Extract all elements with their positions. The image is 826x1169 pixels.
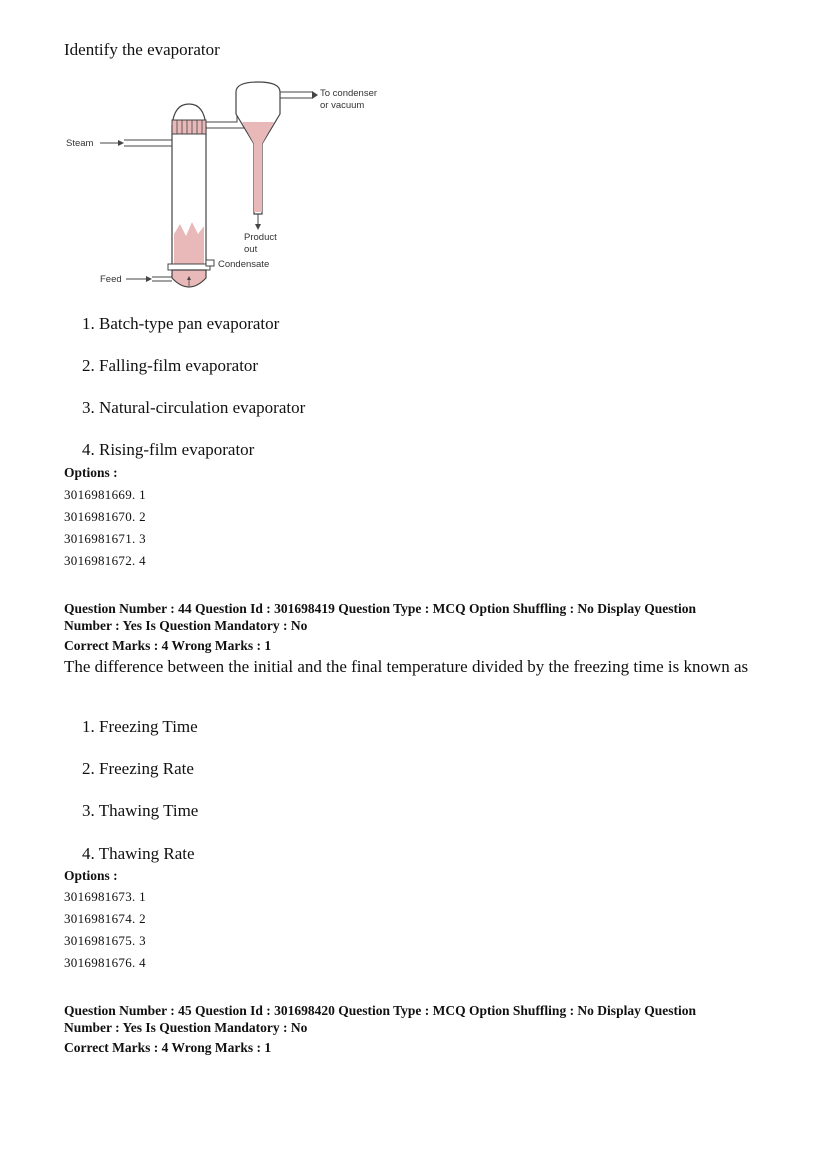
label-product-1: Product bbox=[244, 232, 277, 243]
q43-choice-4: 4. Rising-film evaporator bbox=[82, 440, 255, 459]
q45-meta bbox=[64, 1002, 784, 1036]
steam-inlet-pipe bbox=[124, 140, 172, 146]
label-condensate: Condensate bbox=[218, 259, 270, 270]
condensate-outlet bbox=[206, 260, 214, 266]
q43-options-label: Options : bbox=[64, 465, 118, 480]
evaporator-diagram bbox=[62, 74, 392, 296]
q44-option-id-3: 3016981675. 3 bbox=[64, 933, 146, 948]
q44-choice-2: 2. Freezing Rate bbox=[82, 759, 194, 778]
label-steam: Steam bbox=[66, 138, 94, 149]
q44-meta-line-1: Question Number : 44 Question Id : 301698419 Question Type : MCQ Option Shuffling : No Display Question bbox=[64, 601, 696, 616]
label-product-2: out bbox=[244, 244, 258, 255]
q43-option-id-3: 3016981671. 3 bbox=[64, 531, 146, 546]
q44-stem: The difference between the initial and the final temperature divided by the freezing time is known as bbox=[64, 657, 749, 676]
q43-choice-2: 2. Falling-film evaporator bbox=[82, 356, 259, 375]
q44-option-id-1: 3016981673. 1 bbox=[64, 889, 146, 904]
q43-option-id-1: 3016981669. 1 bbox=[64, 487, 146, 502]
q44-choice-3: 3. Thawing Time bbox=[82, 801, 199, 820]
separator-liquid bbox=[242, 122, 274, 212]
q45-meta-line-1: Question Number : 45 Question Id : 301698420 Question Type : MCQ Option Shuffling : No Display Question bbox=[64, 1003, 696, 1018]
q43-choice-3: 3. Natural-circulation evaporator bbox=[82, 398, 306, 417]
q45-meta-line-2: Number : Yes Is Question Mandatory : No bbox=[64, 1020, 308, 1035]
q44-options-label: Options : bbox=[64, 868, 118, 883]
label-feed: Feed bbox=[100, 274, 122, 285]
q44-choice-1: 1. Freezing Time bbox=[82, 717, 198, 736]
q43-choice-1: 1. Batch-type pan evaporator bbox=[82, 314, 280, 333]
q44-meta-line-2: Number : Yes Is Question Mandatory : No bbox=[64, 618, 308, 633]
q43-option-id-4: 3016981672. 4 bbox=[64, 553, 146, 568]
q45-marks: Correct Marks : 4 Wrong Marks : 1 bbox=[64, 1040, 272, 1055]
label-condenser-2: or vacuum bbox=[320, 100, 365, 111]
q44-option-id-2: 3016981674. 2 bbox=[64, 911, 146, 926]
label-condenser-1: To condenser bbox=[320, 88, 378, 99]
q43-option-id-2: 3016981670. 2 bbox=[64, 509, 146, 524]
q44-meta bbox=[64, 600, 784, 634]
rising-liquid bbox=[174, 222, 204, 264]
condenser-pipe bbox=[280, 92, 312, 98]
q44-option-id-4: 3016981676. 4 bbox=[64, 955, 146, 970]
bottom-tube-sheet bbox=[168, 264, 210, 270]
q44-marks: Correct Marks : 4 Wrong Marks : 1 bbox=[64, 638, 272, 653]
q44-choice-4: 4. Thawing Rate bbox=[82, 844, 195, 863]
question-43-title: Identify the evaporator bbox=[64, 40, 220, 59]
feed-pipe bbox=[152, 277, 172, 281]
